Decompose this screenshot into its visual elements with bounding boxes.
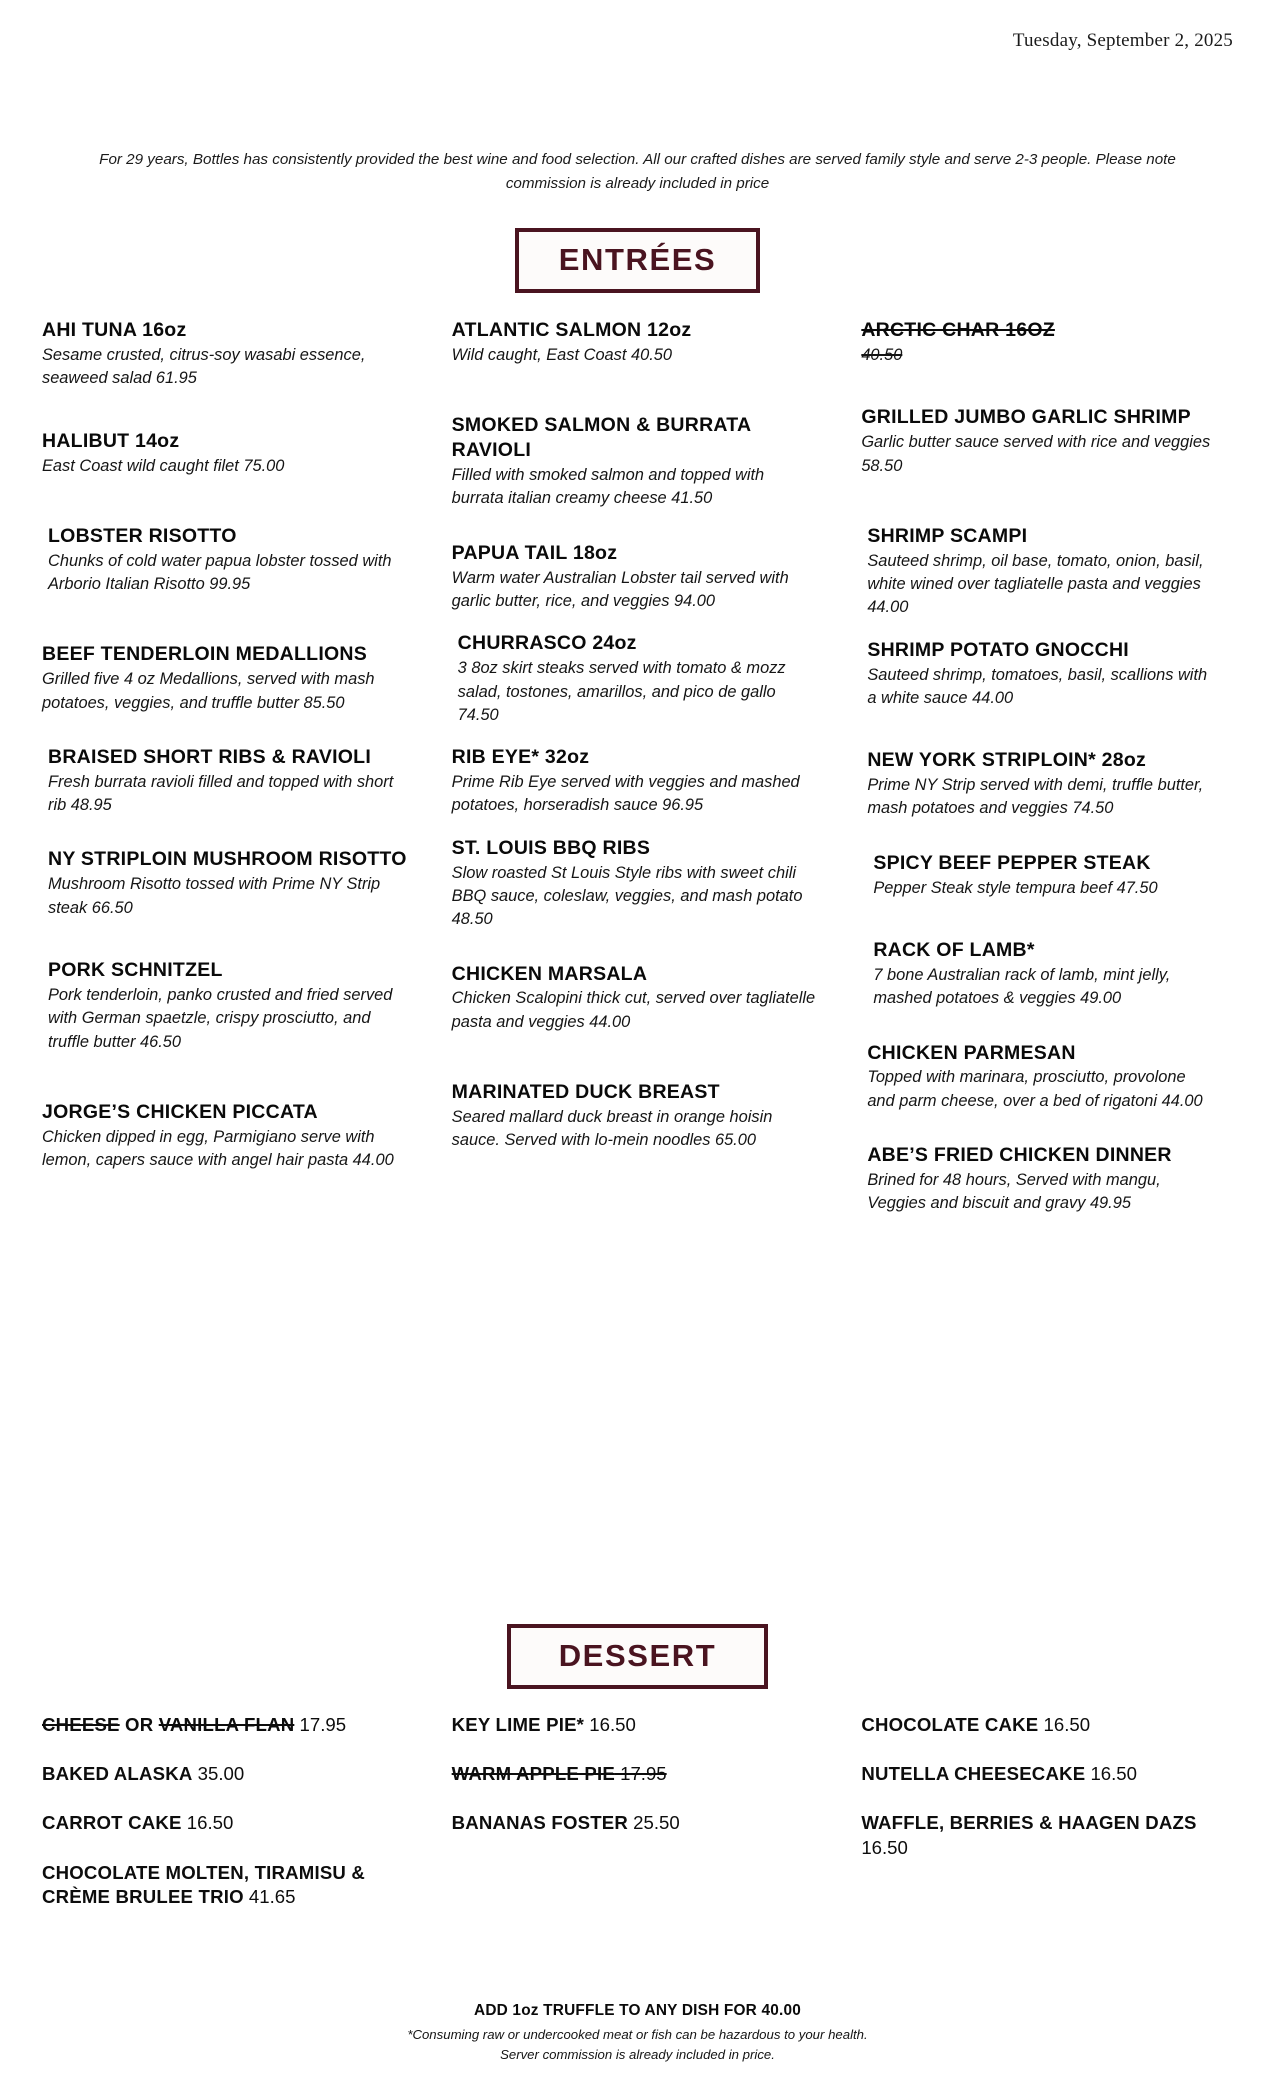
dessert-item-cheese-or-vanilla-flan: [42, 1713, 412, 1737]
entrees-column-1: [36, 318, 438, 1198]
add-truffle-note: ADD 1oz TRUFFLE TO ANY DISH FOR 40.00: [474, 2002, 801, 2019]
dish-halibut: [42, 429, 414, 478]
dish-description: Brined for 48 hours, Served with mangu, Veggies and biscuit and gravy 49.95: [867, 1171, 1161, 1213]
dessert-item-key-lime-pie: [452, 1713, 814, 1737]
dish-description: Wild caught, East Coast 40.50: [451, 345, 672, 364]
dish-name: CHICKEN PARMESAN: [867, 1041, 1076, 1064]
dish-spicy-beef-pepper-steak: [861, 851, 1217, 900]
dessert-price: 35.00: [192, 1763, 245, 1785]
dessert-title-box: [507, 1624, 769, 1689]
dessert-price: 25.50: [628, 1812, 680, 1834]
dish-name: PAPUA TAIL 18oz: [451, 541, 618, 564]
dish-name: SMOKED SALMON & BURRATA RAVIOLI: [451, 414, 751, 462]
dish-description: Warm water Australian Lobster tail served with garlic butter, rice, and veggies 94.00: [451, 568, 789, 610]
dish-description: Filled with smoked salmon and topped with burrata italian creamy cheese 41.50: [451, 466, 765, 508]
dessert-price: 16.50: [1085, 1763, 1137, 1785]
dish-description: Chicken Scalopini thick cut, served over tagliatelle pasta and veggies 44.00: [451, 989, 816, 1031]
dish-description: Chunks of cold water papua lobster tossed with Arborio Italian Risotto 99.95: [48, 551, 392, 594]
dish-name: PORK SCHNITZEL: [48, 958, 223, 981]
dessert-section-header: [0, 1624, 1275, 1689]
dessert-price: 41.65: [243, 1885, 296, 1907]
entrees-title: ENTRÉES: [558, 242, 717, 277]
dessert-name-part-vanilla-flan: VANILLA FLAN: [158, 1714, 295, 1735]
dessert-item-waffle-berries-haagen-dazs: [861, 1811, 1215, 1859]
dish-name: HALIBUT 14oz: [42, 429, 180, 452]
dish-beef-tenderloin-medallions: [42, 642, 414, 715]
dessert-price: 16.50: [1038, 1714, 1091, 1735]
entrees-title-box: [515, 228, 761, 293]
entrees-section-header: [0, 228, 1275, 293]
dessert-name-part-or: OR: [119, 1714, 159, 1735]
dish-description: Pepper Steak style tempura beef 47.50: [873, 878, 1158, 897]
dessert-item-baked-alaska: [42, 1762, 412, 1786]
commission-disclaimer: Server commission is already included in price.: [500, 2046, 775, 2062]
dish-description: Prime NY Strip served with demi, truffle butter, mash potatoes and veggies 74.50: [867, 776, 1204, 818]
dish-ny-striploin-mushroom-risotto: [42, 847, 414, 920]
dish-description: Mushroom Risotto tossed with Prime NY Strip steak 66.50: [48, 875, 381, 917]
dish-name: RIB EYE* 32oz: [451, 746, 590, 769]
dish-description: Sauteed shrimp, oil base, tomato, onion, basil, white wined over tagliatelle pasta and veggies 44.00: [867, 551, 1204, 617]
dish-rack-of-lamb: [861, 938, 1217, 1011]
dessert-name: WARM APPLE PIE: [451, 1763, 615, 1785]
dish-description: Slow roasted St Louis Style ribs with sweet chili BBQ sauce, coleslaw, veggies, and mash potato 48.50: [451, 863, 803, 929]
dish-chicken-marsala: [452, 962, 816, 1035]
dish-name: ARCTIC CHAR 16OZ: [861, 319, 1055, 341]
entrees-column-2: [438, 318, 840, 1179]
dessert-column-1: [36, 1713, 438, 1934]
dish-name: JORGE’S CHICKEN PICCATA: [42, 1100, 318, 1123]
dish-description: Grilled five 4 oz Medallions, served with mash potatoes, veggies, and truffle butter 85.50: [42, 670, 375, 712]
dish-name: MARINATED DUCK BREAST: [451, 1081, 720, 1104]
dessert-item-nutella-cheesecake: [861, 1762, 1215, 1786]
dish-description: Sauteed shrimp, tomatoes, basil, scallions with a white sauce 44.00: [867, 665, 1208, 707]
dessert-item-warm-apple-pie: [452, 1762, 814, 1786]
dish-name: LOBSTER RISOTTO: [48, 524, 237, 547]
dish-name: BRAISED SHORT RIBS & RAVIOLI: [48, 745, 371, 768]
dish-atlantic-salmon: [452, 318, 816, 367]
dessert-name: NUTELLA CHEESECAKE: [861, 1763, 1086, 1785]
dish-name: CHICKEN MARSALA: [451, 962, 648, 985]
dish-name: GRILLED JUMBO GARLIC SHRIMP: [861, 406, 1191, 429]
dish-name: SHRIMP SCAMPI: [867, 524, 1028, 547]
menu-date: Tuesday, September 2, 2025: [1012, 30, 1233, 51]
dish-new-york-striploin: [861, 748, 1217, 821]
dish-description: 40.50: [861, 345, 903, 364]
dish-grilled-jumbo-garlic-shrimp: [861, 405, 1217, 478]
dish-marinated-duck-breast: [452, 1080, 816, 1153]
dish-shrimp-scampi: [861, 524, 1217, 620]
dessert-columns: [36, 1713, 1241, 1934]
dish-abes-fried-chicken-dinner: [861, 1143, 1217, 1216]
intro-paragraph: For 29 years, Bottles has consistently provided the best wine and food selection. All our crafted dishes are served family style and serve 2-3 people. Please note commission is already included in price: [99, 151, 1176, 192]
dessert-item-chocolate-cake: [861, 1713, 1215, 1737]
dish-churrasco: [452, 631, 816, 727]
dessert-name: BANANAS FOSTER: [451, 1812, 629, 1834]
dessert-price: 17.95: [294, 1714, 347, 1735]
dish-name: NY STRIPLOIN MUSHROOM RISOTTO: [48, 848, 407, 871]
dish-description: Sesame crusted, citrus-soy wasabi essence, seaweed salad 61.95: [42, 345, 366, 388]
dish-description: Topped with marinara, prosciutto, provolone and parm cheese, over a bed of rigatoni 44.00: [867, 1068, 1203, 1110]
dish-description: Seared mallard duck breast in orange hoisin sauce. Served with lo-mein noodles 65.00: [451, 1108, 773, 1150]
dish-ahi-tuna: [42, 318, 414, 391]
dish-pork-schnitzel: [42, 958, 414, 1054]
dessert-name-part-cheese: CHEESE: [42, 1714, 120, 1735]
dessert-price: 16.50: [181, 1812, 234, 1834]
dish-description: 7 bone Australian rack of lamb, mint jelly, mashed potatoes & veggies 49.00: [873, 965, 1171, 1008]
dish-name: ST. LOUIS BBQ RIBS: [451, 836, 651, 859]
dish-st-louis-bbq-ribs: [452, 836, 816, 932]
dish-description: Prime Rib Eye served with veggies and mashed potatoes, horseradish sauce 96.95: [451, 773, 800, 815]
dish-jorges-chicken-piccata: [42, 1100, 414, 1173]
dessert-name: CHOCOLATE CAKE: [861, 1714, 1039, 1735]
dish-description: 3 8oz skirt steaks served with tomato & mozz salad, tostones, amarillos, and pico de gallo 74.50: [457, 659, 786, 724]
dish-name: ABE’S FRIED CHICKEN DINNER: [867, 1144, 1172, 1167]
raw-food-disclaimer: *Consuming raw or undercooked meat or fish can be hazardous to your health.: [407, 2027, 868, 2042]
dessert-price: 16.50: [861, 1836, 908, 1858]
dessert-item-bananas-foster: [452, 1811, 814, 1835]
dish-chicken-parmesan: [861, 1041, 1217, 1114]
dish-braised-short-ribs-ravioli: [42, 745, 414, 818]
dessert-column-2: [438, 1713, 840, 1861]
entrees-column-3: [839, 318, 1241, 1242]
dish-lobster-risotto: [42, 524, 414, 597]
dessert-title: DESSERT: [558, 1638, 717, 1673]
dessert-name: CHOCOLATE MOLTEN, TIRAMISU & CRÈME BRULEE TRIO: [42, 1861, 366, 1907]
dish-name: BEEF TENDERLOIN MEDALLIONS: [42, 643, 368, 666]
dish-smoked-salmon-burrata-ravioli: [452, 413, 816, 511]
dessert-price: 17.95: [614, 1763, 667, 1785]
dish-shrimp-potato-gnocchi: [861, 638, 1217, 711]
dessert-name: WAFFLE, BERRIES & HAAGEN DAZS: [861, 1812, 1197, 1834]
dish-name: CHURRASCO 24oz: [457, 632, 637, 655]
dish-description: Garlic butter sauce served with rice and veggies 58.50: [861, 433, 1211, 475]
menu-footer: [0, 2002, 1275, 2064]
dessert-name: KEY LIME PIE*: [451, 1714, 585, 1735]
dish-name: ATLANTIC SALMON 12oz: [451, 319, 692, 341]
dessert-column-3: [839, 1713, 1241, 1885]
dessert-name: BAKED ALASKA: [42, 1763, 193, 1785]
dish-arctic-char: [861, 318, 1217, 367]
dish-name: NEW YORK STRIPLOIN* 28oz: [867, 749, 1146, 772]
dish-name: RACK OF LAMB*: [873, 938, 1035, 961]
dish-name: AHI TUNA 16oz: [42, 319, 187, 341]
dessert-item-carrot-cake: [42, 1811, 412, 1835]
dessert-name: CARROT CAKE: [42, 1812, 182, 1834]
dish-description: East Coast wild caught filet 75.00: [42, 456, 285, 475]
dessert-item-chocolate-molten-tiramisu-creme-brulee-trio: [42, 1861, 412, 1909]
dish-papua-tail: [452, 541, 816, 614]
dish-name: SHRIMP POTATO GNOCCHI: [867, 638, 1129, 661]
dish-name: SPICY BEEF PEPPER STEAK: [873, 851, 1151, 874]
dessert-price: 16.50: [584, 1714, 636, 1735]
dish-description: Pork tenderloin, panko crusted and fried served with German spaetzle, crispy prosciutto, and truffle butter 46.50: [48, 985, 393, 1051]
dish-rib-eye: [452, 745, 816, 818]
dish-description: Chicken dipped in egg, Parmigiano serve with lemon, capers sauce with angel hair pasta 44.00: [42, 1127, 394, 1170]
entrees-columns: [36, 318, 1241, 1242]
dish-description: Fresh burrata ravioli filled and topped with short rib 48.95: [48, 772, 394, 815]
